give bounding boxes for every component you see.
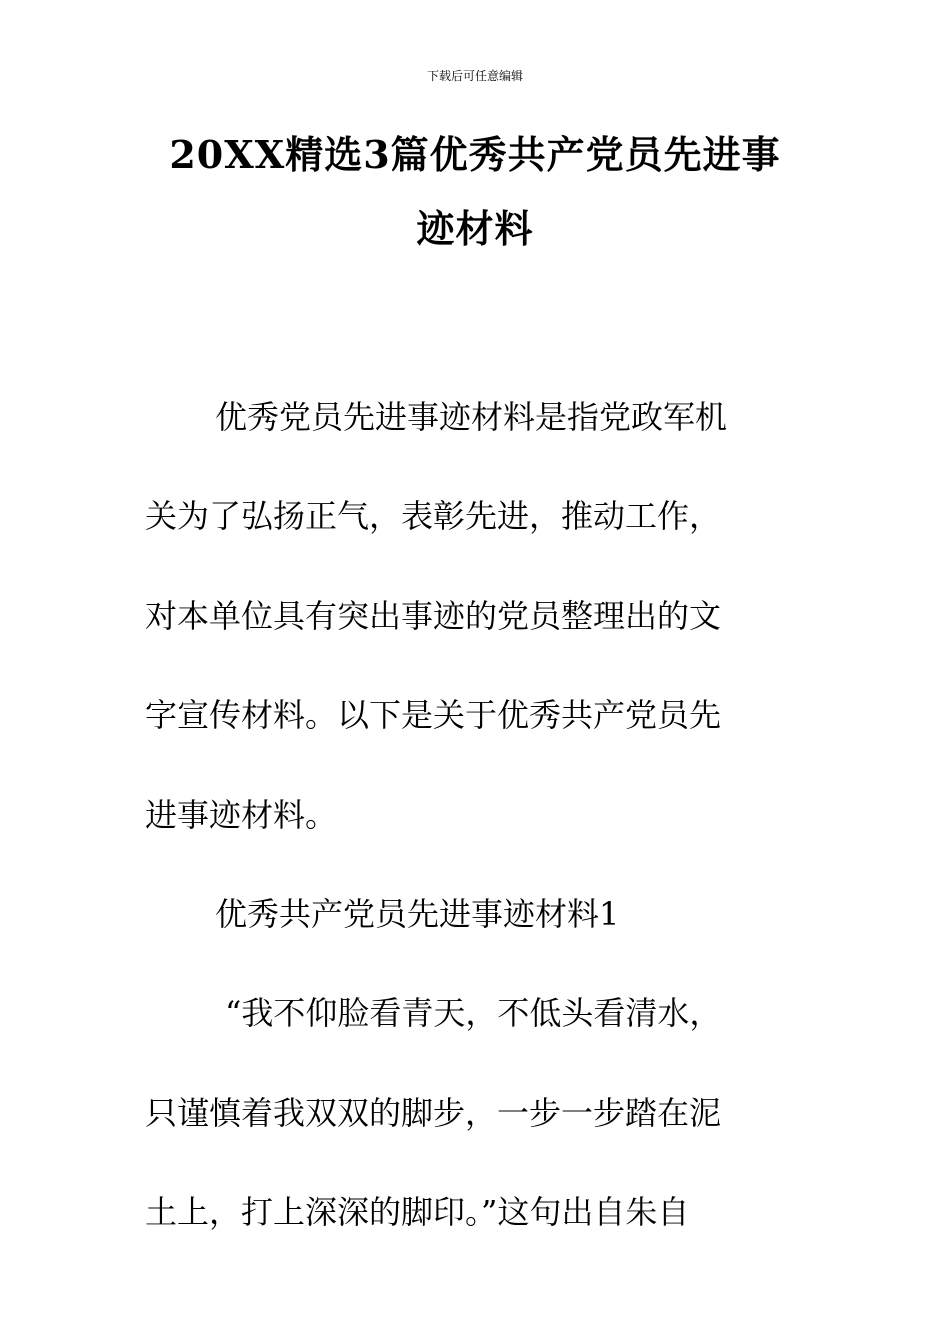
title-line-1: 20XX精选3篇优秀共产党员先进事 xyxy=(169,132,781,177)
paragraph-line: “我不仰脸看青天，不低头看清水， xyxy=(225,994,722,1033)
document-body xyxy=(145,368,785,1263)
document-title xyxy=(120,118,830,266)
paragraph-line: 土上，打上深深的脚印。”这句出自朱自 xyxy=(145,1193,690,1232)
paragraph-line: 只谨慎着我双双的脚步，一步一步踏在泥 xyxy=(145,1093,722,1132)
section-heading xyxy=(145,865,785,964)
title-line-2: 迹材料 xyxy=(416,206,534,251)
paragraph-line: 字宣传材料。以下是关于优秀共产党员先 xyxy=(145,696,722,735)
intro-paragraph xyxy=(145,368,785,865)
quote-paragraph xyxy=(145,964,785,1262)
paragraph-line: 对本单位具有突出事迹的党员整理出的文 xyxy=(145,596,722,635)
paragraph-line: 进事迹材料。 xyxy=(145,795,338,834)
download-note: 下载后可任意编辑 xyxy=(426,69,523,83)
paragraph-line: 优秀党员先进事迹材料是指党政军机 xyxy=(215,398,728,436)
paragraph-line: 关为了弘扬正气，表彰先进，推动工作， xyxy=(145,497,722,536)
section-heading-text: 优秀共产党员先进事迹材料1 xyxy=(215,895,620,934)
